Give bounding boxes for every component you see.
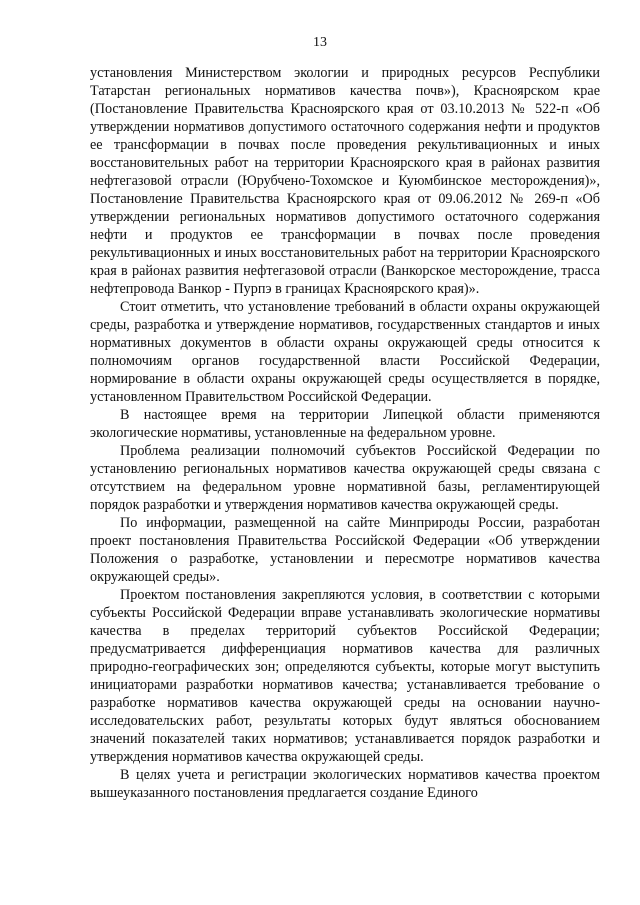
- paragraph-1: установления Министерством экологии и природных ресурсов Республики Татарстан региональных нормативов качества почв»), Красноярском крае (Постановление Правительства Красноярского края от 03.10.2013 № 522-п «Об утверждении нормативов допустимого остаточного содержания нефти и продуктов ее трансформации в почвах после проведения рекультивационных и иных восстановительных работ на территории Красноярского края в районах развития нефтегазовой отрасли (Юрубчено-Тохомское и Куюмбинское месторождения)», Постановление Правительства Красноярского края от 09.06.2012 № 269-п «Об утверждении региональных нормативов допустимого остаточного содержания нефти и продуктов ее трансформации в почвах после проведения рекультивационных и иных восстановительных работ на территории Красноярского края в районах развития нефтегазовой отрасли (Ванкорское месторождение, трасса нефтепровода Ванкор - Пурпэ в границах Красноярского края)».: [90, 65, 600, 297]
- paragraph-3: В настоящее время на территории Липецкой области применяются экологические нормативы, установленные на федеральном уровне.: [90, 407, 600, 441]
- paragraph-2: Стоит отметить, что установление требований в области охраны окружающей среды, разработка и утверждение нормативов, государственных стандартов и иных нормативных документов в области охраны окружающей среды относится к полномочиям органов государственной власти Российской Федерации, нормирование в области охраны окружающей среды осуществляется в порядке, установленном Правительством Российской Федерации.: [90, 299, 600, 405]
- paragraph-4: Проблема реализации полномочий субъектов Российской Федерации по установлению региональных нормативов качества окружающей среды связана с отсутствием на федеральном уровне нормативной базы, регламентирующей порядок разработки и утверждения нормативов качества окружающей среды.: [90, 443, 600, 513]
- paragraph-6: Проектом постановления закрепляются условия, в соответствии с которыми субъекты Российской Федерации вправе устанавливать экологические нормативы качества в пределах территорий субъектов Российской Федерации; предусматривается дифференциация нормативов качества для различных природно-географических зон; определяются субъекты, которые могут выступить инициаторами разработки нормативов качества; устанавливается требование о разработке нормативов качества окружающей среды на основании научно-исследовательских работ, результаты которых будут являться обоснованием значений показателей таких нормативов; устанавливается порядок разработки и утверждения нормативов качества окружающей среды.: [90, 587, 600, 765]
- document-body: [90, 64, 600, 802]
- paragraph-5: По информации, размещенной на сайте Минприроды России, разработан проект постановления Правительства Российской Федерации «Об утверждении Положения о разработке, установлении и пересмотре нормативов качества окружающей среды».: [90, 515, 600, 585]
- page-number: 13: [313, 35, 327, 50]
- paragraph-7: В целях учета и регистрации экологических нормативов качества проектом вышеуказанного постановления предлагается создание Единого: [90, 767, 600, 801]
